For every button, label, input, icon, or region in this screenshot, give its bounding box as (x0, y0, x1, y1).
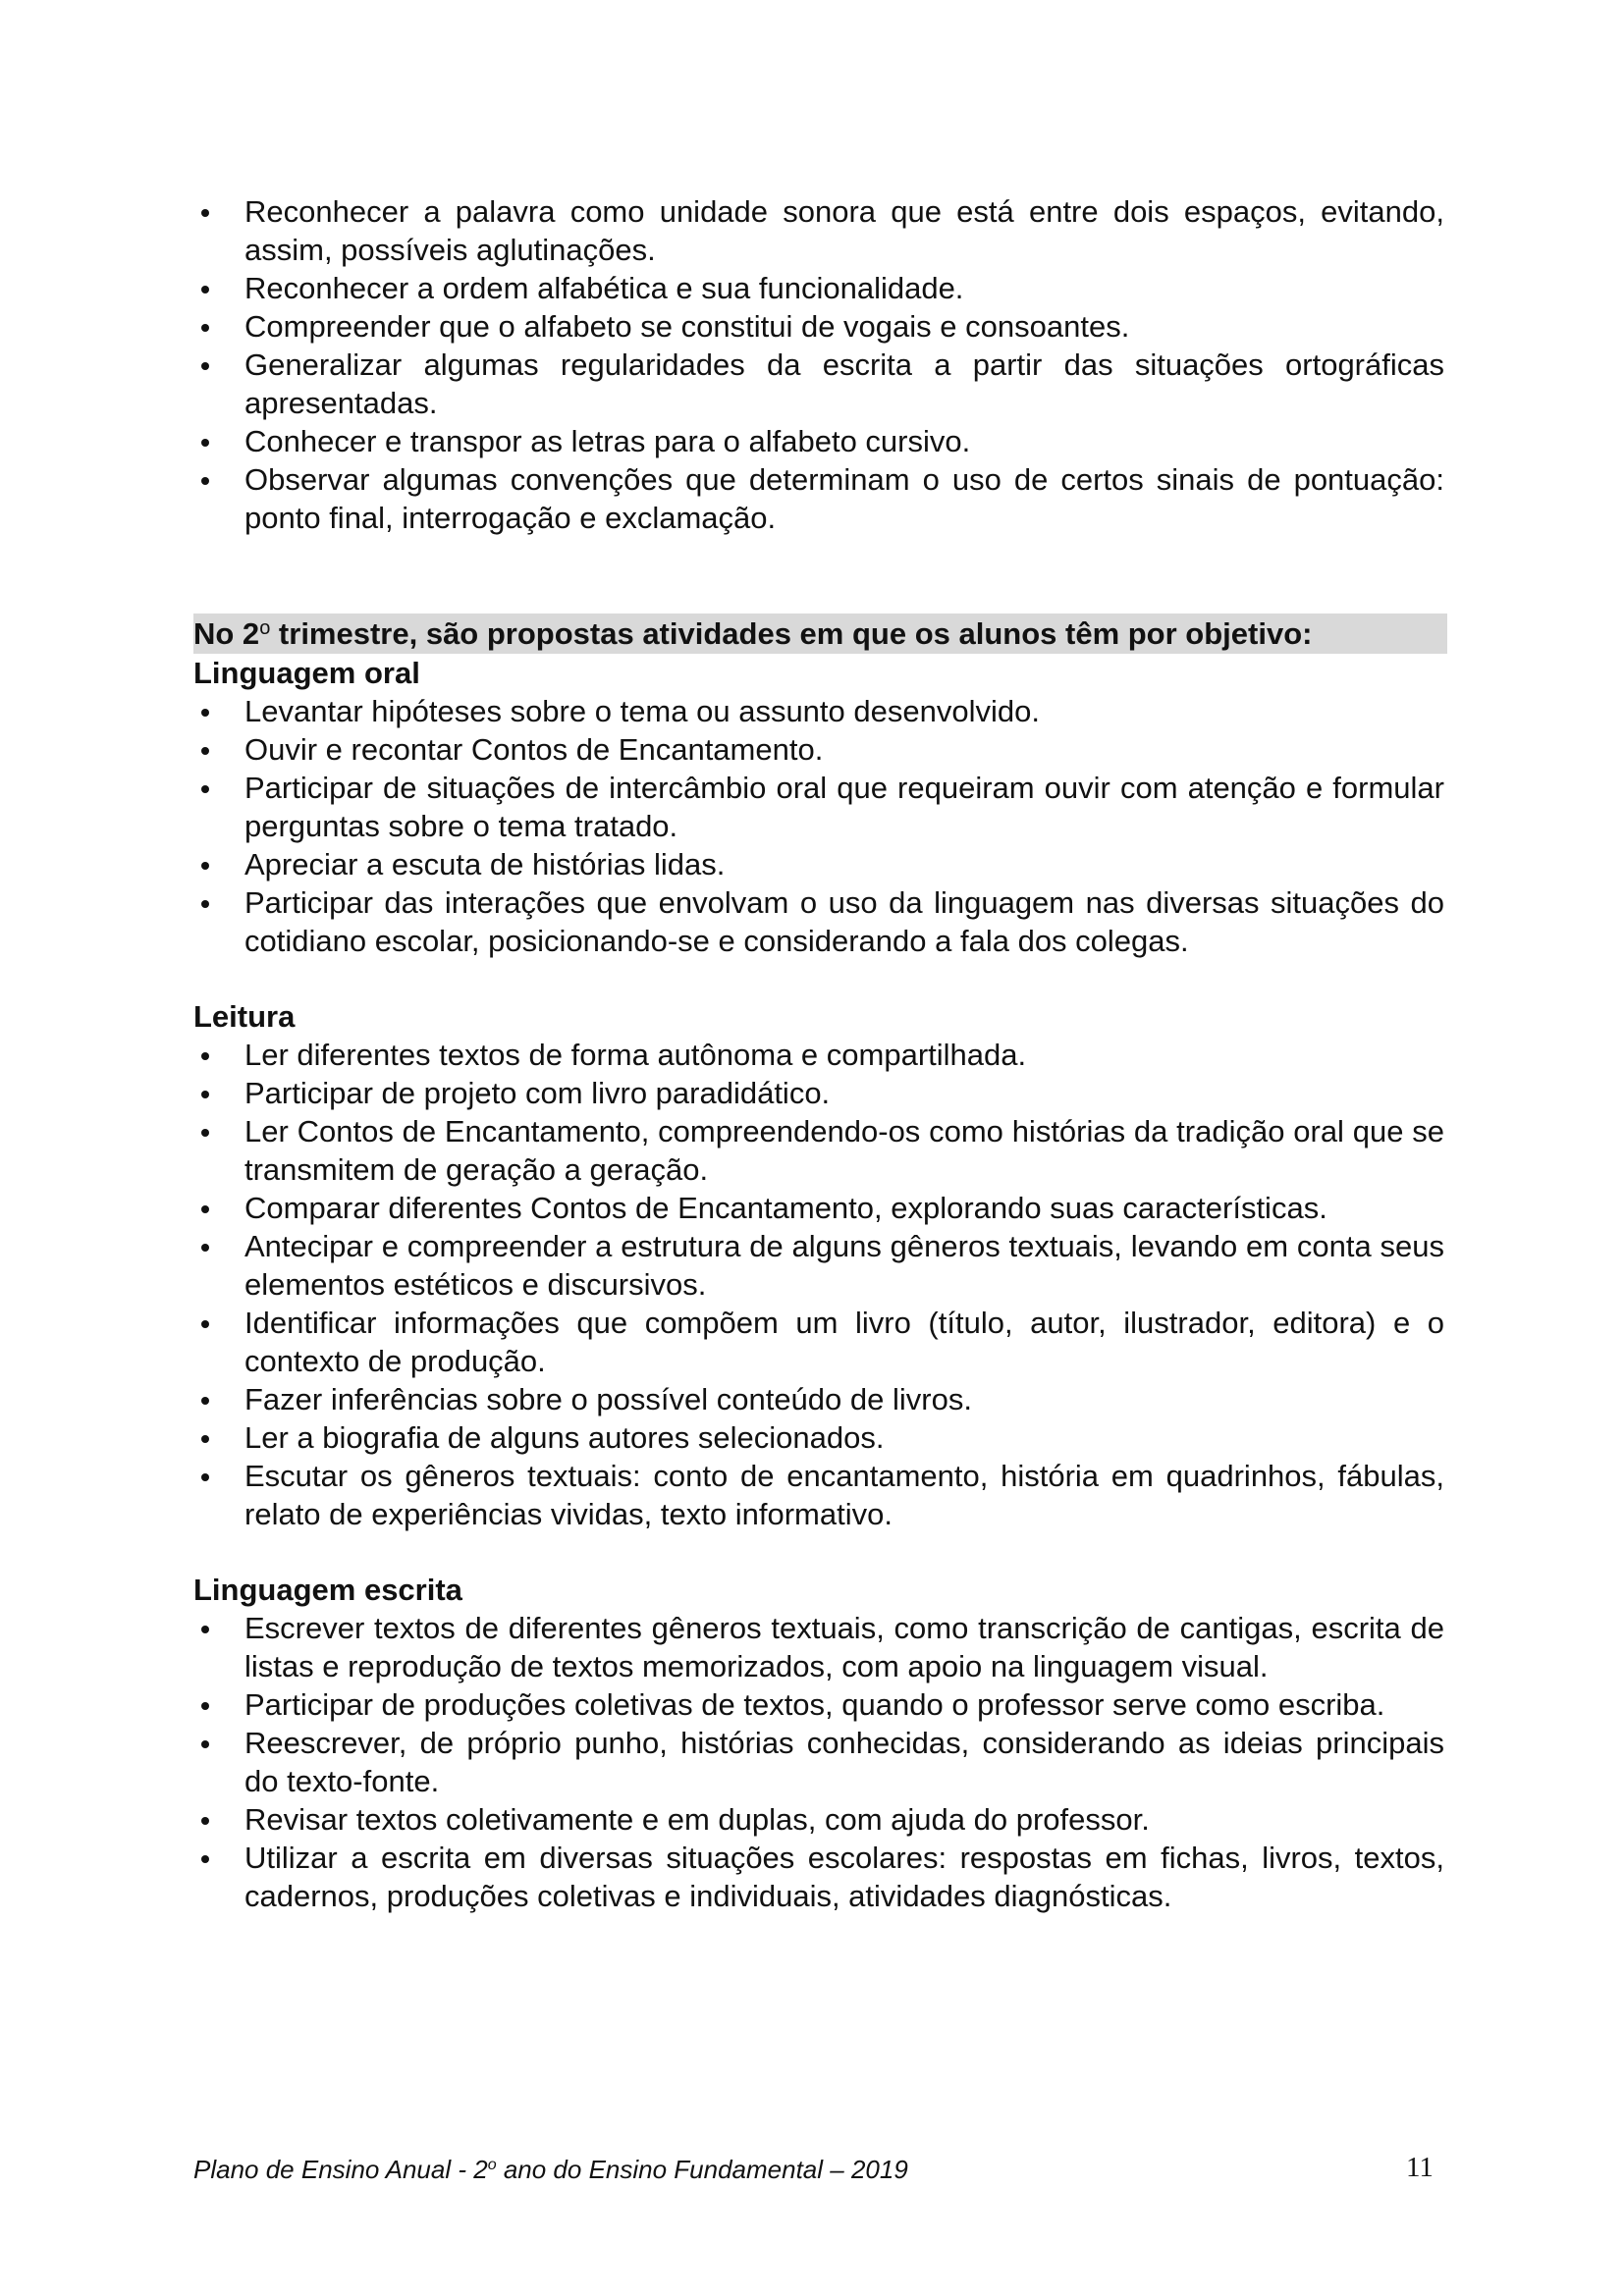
list-item: Participar de situações de intercâmbio oral que requeiram ouvir com atenção e formular perguntas sobre o tema tratado. (193, 769, 1444, 845)
section-heading-leitura: Leitura (193, 999, 296, 1034)
list-item: Utilizar a escrita em diversas situações escolares: respostas em fichas, livros, textos, cadernos, produções coletivas e individuais, atividades diagnósticas. (193, 1839, 1444, 1915)
list-item: Identificar informações que compõem um livro (título, autor, ilustrador, editora) e o contexto de produção. (193, 1304, 1444, 1380)
list-item: Observar algumas convenções que determinam o uso de certos sinais de pontuação: ponto final, interrogação e exclamação. (193, 460, 1444, 537)
list-item: Compreender que o alfabeto se constitui de vogais e consoantes. (193, 307, 1444, 346)
section-heading-linguagem-oral: Linguagem oral (193, 656, 420, 690)
list-item: Antecipar e compreender a estrutura de alguns gêneros textuais, levando em conta seus elementos estéticos e discursivos. (193, 1227, 1444, 1304)
list-item: Fazer inferências sobre o possível conteúdo de livros. (193, 1380, 1444, 1418)
list-item: Participar de projeto com livro paradidático. (193, 1074, 1444, 1112)
list-item: Ouvir e recontar Contos de Encantamento. (193, 730, 1444, 769)
linguagem-escrita-list (193, 1609, 1444, 1915)
trimester-banner-text-start: No 2 (193, 616, 260, 651)
section-heading-linguagem-escrita: Linguagem escrita (193, 1573, 462, 1607)
list-item: Apreciar a escuta de histórias lidas. (193, 845, 1444, 883)
list-item: Comparar diferentes Contos de Encantamento, explorando suas características. (193, 1189, 1444, 1227)
leitura-list (193, 1036, 1444, 1533)
linguagem-oral-list (193, 692, 1444, 960)
list-item: Participar de produções coletivas de textos, quando o professor serve como escriba. (193, 1685, 1444, 1724)
trimester-banner (193, 614, 1447, 654)
footer-ordinal-indicator: o (487, 2157, 497, 2173)
footer-document-title (193, 2154, 908, 2185)
footer-title-end: ano do Ensino Fundamental – 2019 (496, 2155, 908, 2184)
list-item: Revisar textos coletivamente e em duplas, com ajuda do professor. (193, 1800, 1444, 1839)
list-item: Participar das interações que envolvam o uso da linguagem nas diversas situações do cotidiano escolar, posicionando-se e considerando a fala dos colegas. (193, 883, 1444, 960)
page-number: 11 (1406, 2152, 1434, 2183)
list-item: Conhecer e transpor as letras para o alfabeto cursivo. (193, 422, 1444, 460)
ordinal-indicator: o (259, 617, 271, 639)
page-content (193, 192, 1444, 1915)
list-item: Ler Contos de Encantamento, compreendendo-os como histórias da tradição oral que se transmitem de geração a geração. (193, 1112, 1444, 1189)
list-item: Escutar os gêneros textuais: conto de encantamento, história em quadrinhos, fábulas, relato de experiências vividas, texto informativo. (193, 1457, 1444, 1533)
trimester-banner-text-end: trimestre, são propostas atividades em que os alunos têm por objetivo: (270, 616, 1313, 651)
list-item: Ler a biografia de alguns autores selecionados. (193, 1418, 1444, 1457)
top-bullet-list (193, 192, 1444, 537)
list-item: Ler diferentes textos de forma autônoma e compartilhada. (193, 1036, 1444, 1074)
footer-title-start: Plano de Ensino Anual - 2 (193, 2155, 488, 2184)
list-item: Generalizar algumas regularidades da escrita a partir das situações ortográficas apresentadas. (193, 346, 1444, 422)
list-item: Levantar hipóteses sobre o tema ou assunto desenvolvido. (193, 692, 1444, 730)
list-item: Reconhecer a ordem alfabética e sua funcionalidade. (193, 269, 1444, 307)
list-item: Escrever textos de diferentes gêneros textuais, como transcrição de cantigas, escrita de listas e reprodução de textos memorizados, com apoio na linguagem visual. (193, 1609, 1444, 1685)
list-item: Reescrever, de próprio punho, histórias conhecidas, considerando as ideias principais do texto-fonte. (193, 1724, 1444, 1800)
list-item: Reconhecer a palavra como unidade sonora que está entre dois espaços, evitando, assim, possíveis aglutinações. (193, 192, 1444, 269)
